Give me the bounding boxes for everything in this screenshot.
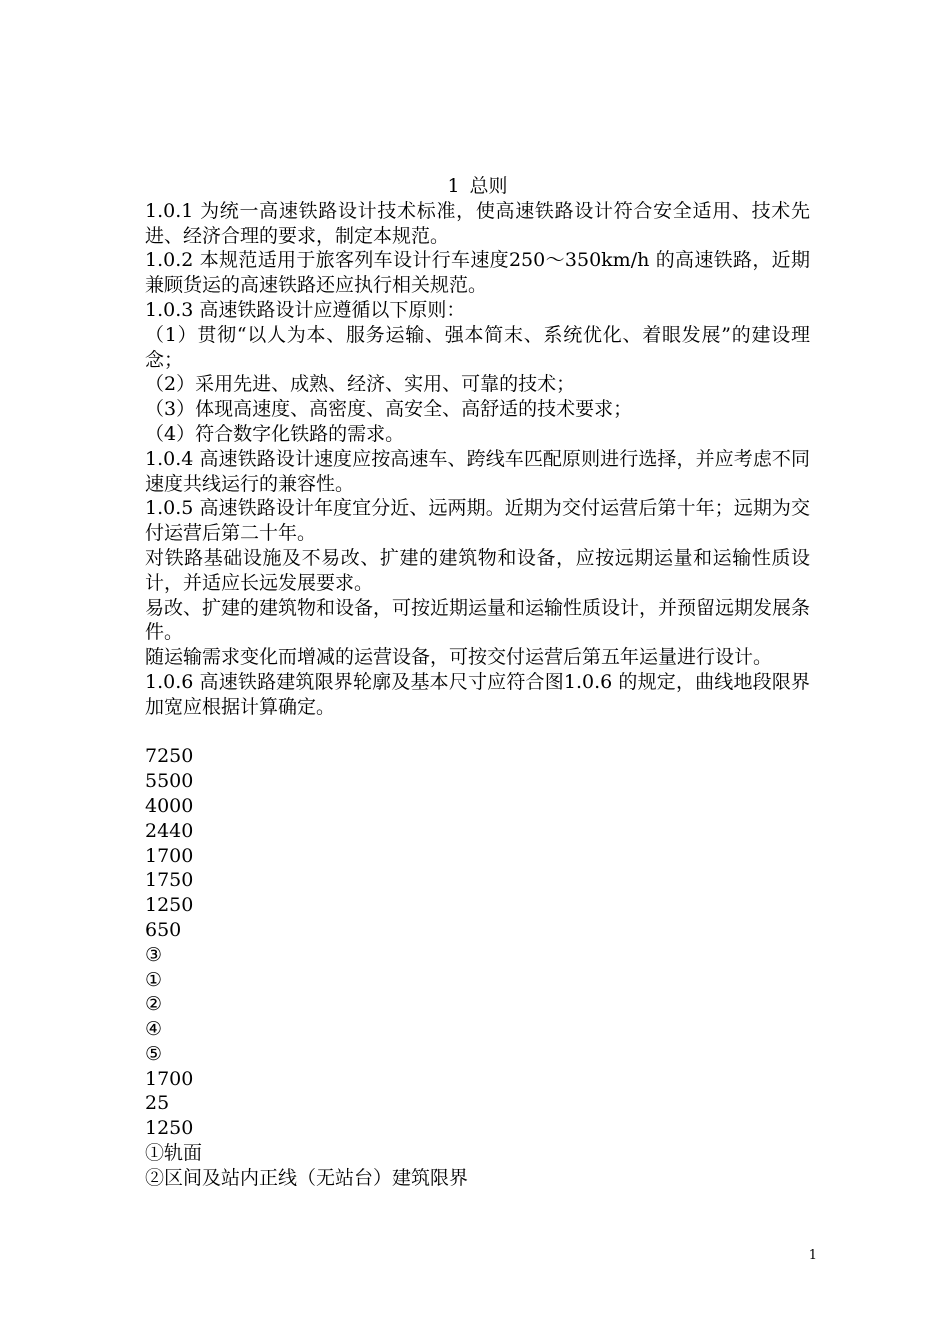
figure-label: ① <box>145 968 163 991</box>
clause-1-0-3: 1.0.3 高速铁路设计应遵循以下原则： <box>145 298 466 321</box>
page-number: 1 <box>808 1248 817 1263</box>
figure-label: ③ <box>145 943 163 966</box>
chapter-number: 1 <box>447 175 460 197</box>
clause-1-0-6: 1.0.6 高速铁路建筑限界轮廓及基本尺寸应符合图1.0.6 的规定，曲线地段限界加宽应根据计算确定。 <box>145 670 810 718</box>
clause-1-0-5: 1.0.5 高速铁路设计年度宜分近、远两期。近期为交付运营后第十年；远期为交付运营后第二十年。 <box>145 497 810 545</box>
clause-1-0-5-expandable: 易改、扩建的建筑物和设备，可按近期运量和运输性质设计，并预留远期发展条件。 <box>145 596 811 644</box>
principle-item-3: （3）体现高速度、高密度、高安全、高舒适的技术要求； <box>145 398 633 421</box>
figure-label: 1700 <box>145 1067 194 1090</box>
figure-label: 1700 <box>145 844 194 867</box>
figure-label: 7250 <box>145 745 194 768</box>
figure-label: ② <box>145 993 163 1016</box>
blank-line <box>145 720 810 745</box>
principle-item-1: （1）贯彻“以人为本、服务运输、强本简末、系统优化、着眼发展”的建设理念； <box>145 323 810 371</box>
figure-label: ⑤ <box>145 1042 163 1065</box>
figure-label: ①轨面 <box>145 1142 203 1165</box>
page-content <box>145 174 810 1191</box>
clause-1-0-1: 1.0.1 为统一高速铁路设计技术标准，使高速铁路设计符合安全适用、技术先进、经济合理的要求，制定本规范。 <box>145 199 810 247</box>
figure-label: 4000 <box>145 794 194 817</box>
chapter-heading <box>145 174 810 199</box>
figure-label: 650 <box>145 918 182 941</box>
figure-label: 1250 <box>145 1117 194 1140</box>
figure-label: 25 <box>145 1092 170 1115</box>
figure-label: ②区间及站内正线（无站台）建筑限界 <box>145 1166 469 1189</box>
figure-label: 2440 <box>145 819 194 842</box>
principle-item-2: （2）采用先进、成熟、经济、实用、可靠的技术； <box>145 373 576 396</box>
figure-label: 1250 <box>145 894 194 917</box>
clause-1-0-5-infrastructure: 对铁路基础设施及不易改、扩建的建筑物和设备，应按远期运量和运输性质设计，并适应长远发展要求。 <box>145 546 810 594</box>
clause-1-0-4: 1.0.4 高速铁路设计速度应按高速车、跨线车匹配原则进行选择，并应考虑不同速度共线运行的兼容性。 <box>145 447 810 495</box>
figure-label-list <box>145 744 810 1190</box>
figure-label: 1750 <box>145 869 194 892</box>
clause-1-0-5-operating-equipment: 随运输需求变化而增减的运营设备，可按交付运营后第五年运量进行设计。 <box>145 646 773 669</box>
figure-label: 5500 <box>145 770 194 793</box>
principle-item-4: （4）符合数字化铁路的需求。 <box>145 422 405 445</box>
figure-label: ④ <box>145 1018 163 1041</box>
clause-1-0-2: 1.0.2 本规范适用于旅客列车设计行车速度250～350km/h 的高速铁路，近期兼顾货运的高速铁路还应执行相关规范。 <box>145 249 810 297</box>
chapter-title: 总则 <box>469 175 508 197</box>
